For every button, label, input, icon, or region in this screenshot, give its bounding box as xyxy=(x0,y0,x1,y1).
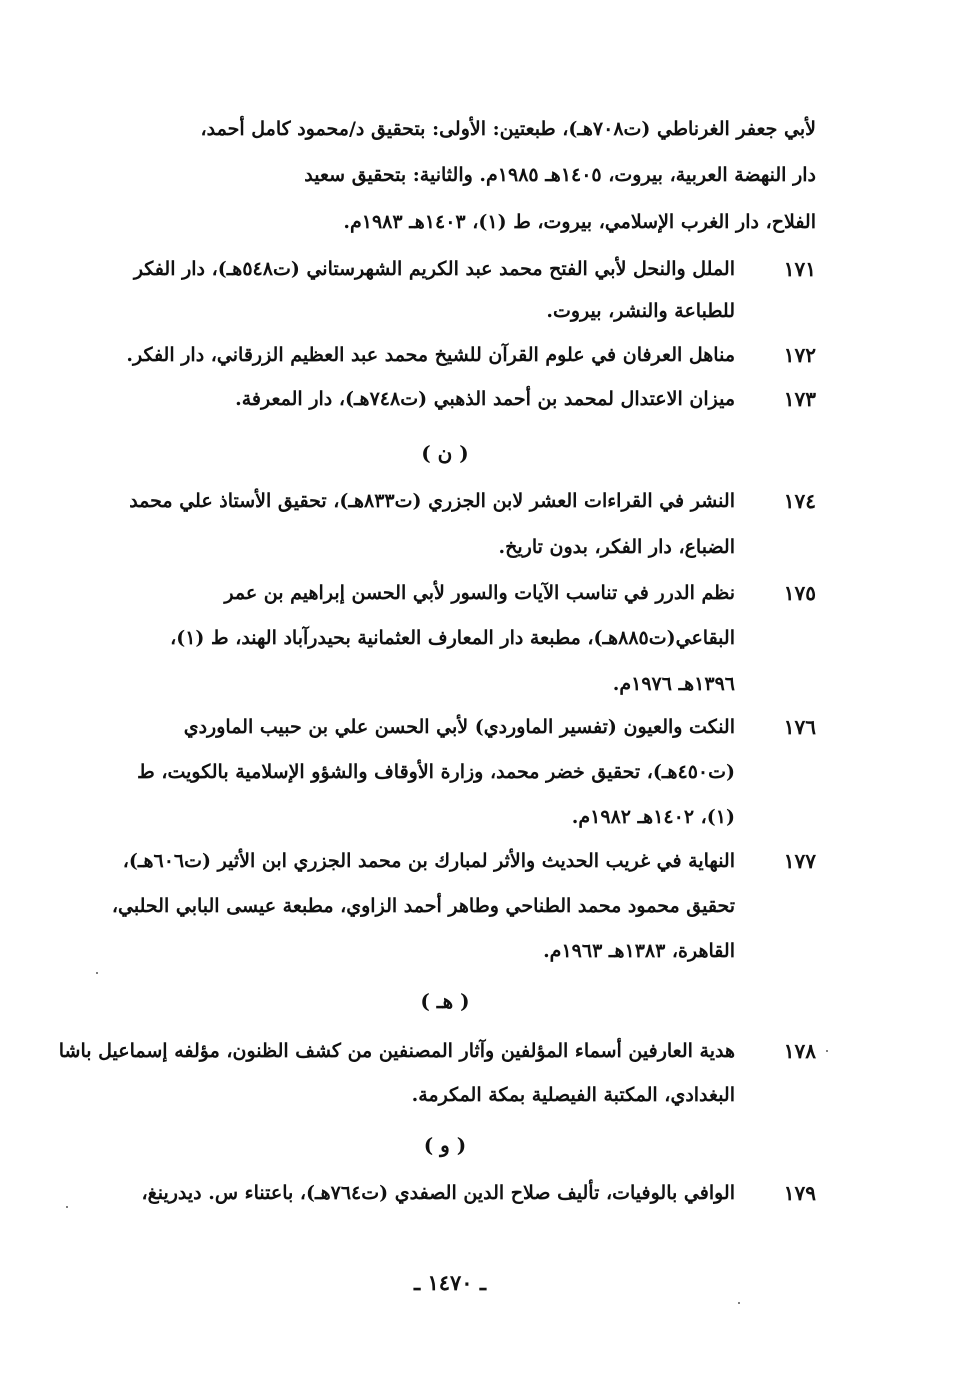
entry-number-178: ١٧٨ xyxy=(783,1039,816,1063)
scan-speck xyxy=(826,1050,828,1052)
entry-178-line-2: البغدادي، المكتبة الفيصلية بمكة المكرمة. xyxy=(411,1084,735,1106)
continuation-line-3: الفلاح، دار الغرب الإسلامي، بيروت، ط (١)، ١٤٠٣هـ ١٩٨٣م. xyxy=(343,211,816,233)
entry-number-177: ١٧٧ xyxy=(783,849,816,873)
entry-175-line-1: نظم الدرر في تناسب الآيات والسور لأبي الحسن إبراهيم بن عمر xyxy=(224,582,735,604)
entry-172-line-1: مناهل العرفان في علوم القرآن للشيخ محمد عبد العظيم الزرقاني، دار الفكر. xyxy=(126,344,735,366)
entry-number-173: ١٧٣ xyxy=(783,387,816,411)
entry-179-line-1: الوافي بالوفيات، تأليف صلاح الدين الصفدي (ت٧٦٤هـ)، باعتناء س. ديدرينغ، xyxy=(141,1182,735,1204)
section-heading-ha: ( هـ ) xyxy=(420,989,470,1013)
entry-number-179: ١٧٩ xyxy=(783,1181,816,1205)
entry-number-172: ١٧٢ xyxy=(783,343,816,367)
continuation-line-1: لأبي جعفر الغرناطي (ت٧٠٨هـ)، طبعتين: الأولى: بتحقيق د/محمود كامل أحمد، xyxy=(200,118,816,140)
entry-171-line-2: للطباعة والنشر، بيروت. xyxy=(546,300,735,322)
scan-speck xyxy=(66,1206,68,1208)
scan-speck xyxy=(738,1302,740,1304)
entry-number-176: ١٧٦ xyxy=(783,715,816,739)
entry-176-line-1: النكت والعيون (تفسير الماوردي) لأبي الحسن علي بن حبيب الماوردي xyxy=(183,716,735,738)
entry-176-line-3: (١)، ١٤٠٢هـ ١٩٨٢م. xyxy=(571,806,735,828)
entry-176-line-2: (ت٤٥٠هـ)، تحقيق خضر محمد، وزارة الأوقاف والشؤو الإسلامية بالكويت، ط xyxy=(137,761,735,783)
continuation-line-2: دار النهضة العربية، بيروت، ١٤٠٥هـ ١٩٨٥م. والثانية: بتحقيق سعيد xyxy=(304,164,816,186)
entry-175-line-3: ١٣٩٦هـ ١٩٧٦م. xyxy=(612,673,735,695)
entry-178-line-1: هدية العارفين أسماء المؤلفين وآثار المصنفين من كشف الظنون، مؤلفه إسماعيل باشا xyxy=(58,1040,735,1062)
entry-177-line-1: النهاية في غريب الحديث والأثر لمبارك بن محمد الجزري ابن الأثير (ت٦٠٦هـ)، xyxy=(122,850,735,872)
entry-177-line-2: تحقيق محمود محمد الطناحي وطاهر أحمد الزاوي، مطبعة عيسى البابي الحلبي، xyxy=(111,895,735,917)
section-heading-nun: ( ن ) xyxy=(421,441,469,465)
scan-speck xyxy=(96,972,98,974)
section-heading-waw: ( و ) xyxy=(423,1133,467,1157)
entry-174-line-1: النشر في القراءات العشر لابن الجزري (ت٨٣٣هـ)، تحقيق الأستاذ علي محمد xyxy=(129,490,735,512)
page-number: ـ ١٤٧٠ ـ xyxy=(413,1270,487,1295)
entry-number-171: ١٧١ xyxy=(783,257,816,281)
entry-173-line-1: ميزان الاعتدال لمحمد بن أحمد الذهبي (ت٧٤٨هـ)، دار المعرفة. xyxy=(235,388,735,410)
entry-number-174: ١٧٤ xyxy=(783,489,816,513)
entry-175-line-2: البقاعي(ت٨٨٥هـ)، مطبعة دار المعارف العثمانية بحيدرآباد الهند، ط (١)، xyxy=(170,627,735,649)
entry-174-line-2: الضباع، دار الفكر، بدون تاريخ. xyxy=(498,536,735,558)
entry-number-175: ١٧٥ xyxy=(783,581,816,605)
entry-177-line-3: القاهرة، ١٣٨٣هـ ١٩٦٣م. xyxy=(543,940,735,962)
entry-171-line-1: الملل والنحل لأبي الفتح محمد عبد الكريم الشهرستاني (ت٥٤٨هـ)، دار الفكر xyxy=(133,258,735,280)
